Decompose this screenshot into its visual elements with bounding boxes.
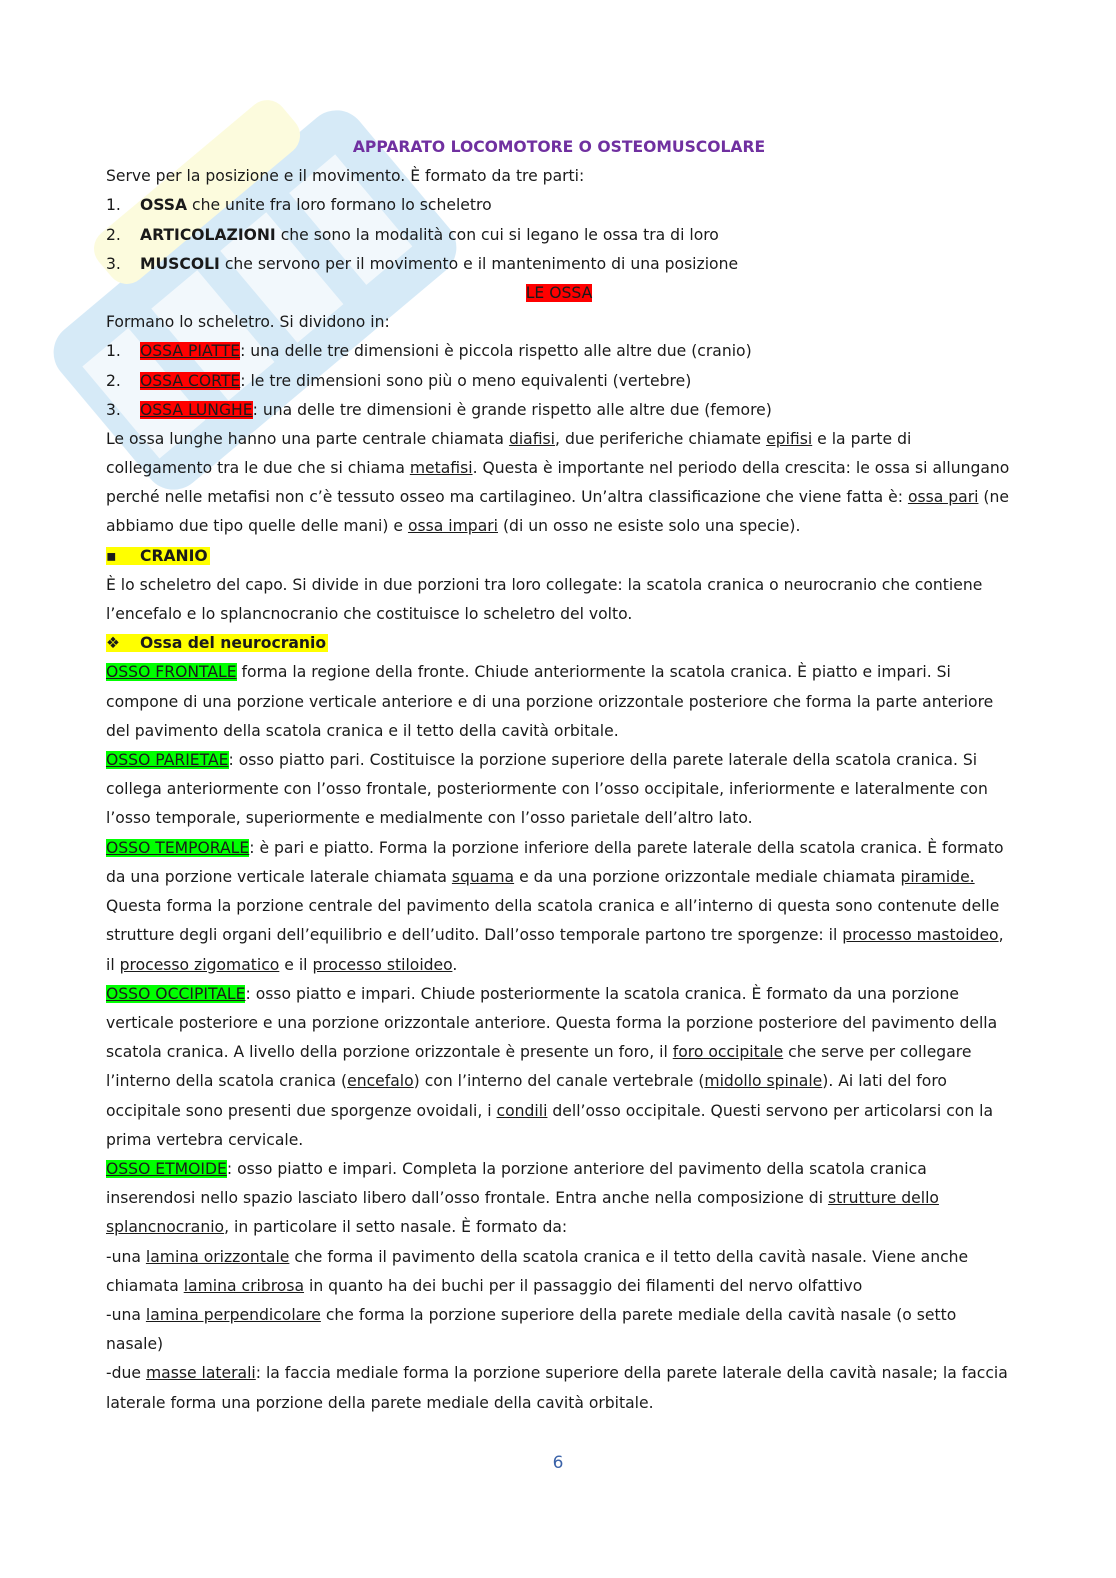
neurocranio-label: Ossa del neurocranio	[140, 634, 327, 653]
neurocranio-heading	[106, 629, 1012, 658]
occipitale-paragraph: OSSO OCCIPITALE: osso piatto e impari. Chiude posteriormente la scatola cranica. È formato da una porzione verticale posteriore e una porzione orizzontale anteriore. Questa forma la porzione posteriore del pavimento della scatola cranica. A livello della porzione orizzontale è presente un foro, il foro occipitale che serve per collegare l’interno della scatola cranica (encefalo) con l’interno del canale vertebrale (midollo spinale). Ai lati del foro occipitale sono presenti due sporgenze ovoidali, i condili dell’osso occipitale. Questi servono per articolarsi con la prima vertebra cervicale.	[106, 984, 998, 1149]
underlined-term: metafisi	[409, 459, 473, 478]
page-title: APPARATO LOCOMOTORE O OSTEOMUSCOLARE	[352, 138, 766, 156]
cranio-heading	[106, 542, 1012, 571]
highlight-term: OSSO FRONTALE	[106, 663, 237, 682]
list-item	[106, 337, 1012, 366]
underlined-term: epifisi	[766, 429, 813, 448]
list-text: che unite fra loro formano lo scheletro	[187, 196, 492, 215]
parietale-paragraph: OSSO PARIETAE: osso piatto pari. Costituisce la porzione superiore della parete laterale della scatola cranica. Si collega anteriormente con l’osso frontale, posteriormente con l’osso occipitale, inferiormente e lateralmente con l’osso temporale, superiormente e medialmente con l’osso parietale dell’altro lato.	[106, 751, 988, 828]
list-item	[106, 396, 1012, 425]
temporale-paragraph: OSSO TEMPORALE: è pari e piatto. Forma la porzione inferiore della parete laterale della scatola cranica. È formato da una porzione verticale laterale chiamata squama e da una porzione orizzontale mediale chiamata piramide. Questa forma la porzione centrale del pavimento della scatola cranica e all’interno di questa sono contenute delle strutture degli organi dell’equilibrio e dell’udito. Dall’osso temporale partono tre sporgenze: il processo mastoideo, il processo zigomatico e il processo stiloideo.	[106, 838, 1004, 974]
cranio-label: CRANIO	[140, 546, 208, 565]
cranio-paragraph: È lo scheletro del capo. Si divide in due porzioni tra loro collegate: la scatola cranica o neurocranio che contiene l’encefalo e lo splancnocranio che costituisce lo scheletro del volto.	[106, 575, 983, 624]
underlined-term: lamina cribrosa	[183, 1276, 305, 1295]
underlined-term: strutture dello splancnocranio	[106, 1189, 939, 1237]
etmoide-paragraph: OSSO ETMOIDE: osso piatto e impari. Completa la porzione anteriore del pavimento della scatola cranica inserendosi nello spazio lasciato libero dall’osso frontale. Entra anche nella composizione di strutture dello splancnocranio, in particolare il setto nasale. È formato da:	[106, 1159, 939, 1237]
document-body	[106, 133, 1012, 1418]
etmoide-part: -due masse laterali: la faccia mediale forma la porzione superiore della parete laterale della cavità nasale; la faccia laterale forma una porzione della parete mediale della cavità orbitale.	[106, 1364, 1008, 1412]
section-heading-le-ossa	[106, 279, 1012, 308]
underlined-term: lamina perpendicolare	[145, 1305, 321, 1324]
list-text: che servono per il movimento e il mantenimento di una posizione	[219, 254, 739, 273]
list-number: 1.	[106, 342, 121, 361]
list-text: : una delle tre dimensioni è piccola rispetto alle altre due (cranio)	[240, 342, 752, 361]
underlined-term: ossa impari	[407, 517, 498, 536]
list-item	[106, 250, 1012, 279]
underlined-term: diafisi	[508, 429, 556, 448]
list-number: 3.	[106, 400, 121, 419]
list-item	[106, 367, 1012, 396]
ossa-intro: Formano lo scheletro. Si dividono in:	[106, 313, 390, 332]
diamond-bullet-icon: ❖	[106, 634, 120, 653]
highlight-term: OSSO TEMPORALE	[106, 838, 250, 857]
highlight-term: OSSO ETMOIDE	[106, 1159, 227, 1178]
intro-paragraph: Serve per la posizione e il movimento. È formato da tre parti:	[106, 167, 585, 186]
underlined-term: foro occipitale	[672, 1043, 784, 1062]
underlined-term: processo zigomatico	[119, 955, 280, 974]
underlined-term: processo mastoideo	[842, 926, 999, 945]
highlight-term: OSSA PIATTE	[140, 342, 241, 361]
list-number: 3.	[106, 254, 121, 273]
list-number: 2.	[106, 371, 121, 390]
ossa-lunghe-paragraph: Le ossa lunghe hanno una parte centrale chiamata diafisi, due periferiche chiamate epifisi e la parte di collegamento tra le due che si chiama metafisi. Questa è importante nel periodo della crescita: le ossa si allungano perché nelle metafisi non c’è tessuto osseo ma cartilagineo. Un’altra classificazione che viene fatta è: ossa pari (ne abbiamo due tipo quelle delle mani) e ossa impari (di un osso ne esiste solo una specie).	[106, 429, 1010, 536]
frontale-paragraph: OSSO FRONTALE forma la regione della fronte. Chiude anteriormente la scatola cranica. È piatto e impari. Si compone di una porzione verticale anteriore e di una porzione orizzontale posteriore che forma la parte anteriore del pavimento della scatola cranica e il tetto della cavità orbitale.	[106, 663, 994, 740]
highlight-term: OSSA CORTE	[140, 371, 241, 390]
list-term: MUSCOLI	[140, 254, 220, 273]
le-ossa-label: LE OSSA	[525, 283, 593, 302]
list-item	[106, 221, 1012, 250]
underlined-term: ossa pari	[907, 488, 979, 507]
list-term: OSSA	[140, 196, 188, 215]
underlined-term: masse laterali	[145, 1364, 256, 1383]
list-number: 2.	[106, 225, 121, 244]
underlined-term: processo stiloideo	[312, 955, 453, 974]
underlined-term: midollo spinale	[704, 1072, 823, 1091]
list-term: ARTICOLAZIONI	[140, 225, 276, 244]
list-number: 1.	[106, 196, 121, 215]
highlight-term: OSSO PARIETAE	[106, 751, 229, 770]
list-text: : le tre dimensioni sono più o meno equivalenti (vertebre)	[240, 371, 692, 390]
underlined-term: piramide.	[900, 867, 975, 886]
etmoide-part: -una lamina perpendicolare che forma la porzione superiore della parete mediale della cavità nasale (o setto nasale)	[106, 1305, 957, 1354]
highlight-term: OSSA LUNGHE	[140, 400, 253, 419]
underlined-term: encefalo	[347, 1072, 414, 1091]
etmoide-part: -una lamina orizzontale che forma il pavimento della scatola cranica e il tetto della cavità nasale. Viene anche chiamata lamina cribrosa in quanto ha dei buchi per il passaggio dei filamenti del nervo olfattivo	[106, 1247, 969, 1295]
highlight-term: OSSO OCCIPITALE	[106, 984, 246, 1003]
square-bullet-icon: ▪	[106, 546, 117, 565]
underlined-term: lamina orizzontale	[145, 1247, 290, 1266]
page-number: 6	[552, 1453, 564, 1473]
list-item	[106, 191, 1012, 220]
underlined-term: squama	[451, 867, 515, 886]
list-text: che sono la modalità con cui si legano le ossa tra di loro	[275, 225, 719, 244]
underlined-term: condili	[496, 1101, 548, 1120]
list-text: : una delle tre dimensioni è grande rispetto alle altre due (femore)	[252, 400, 772, 419]
